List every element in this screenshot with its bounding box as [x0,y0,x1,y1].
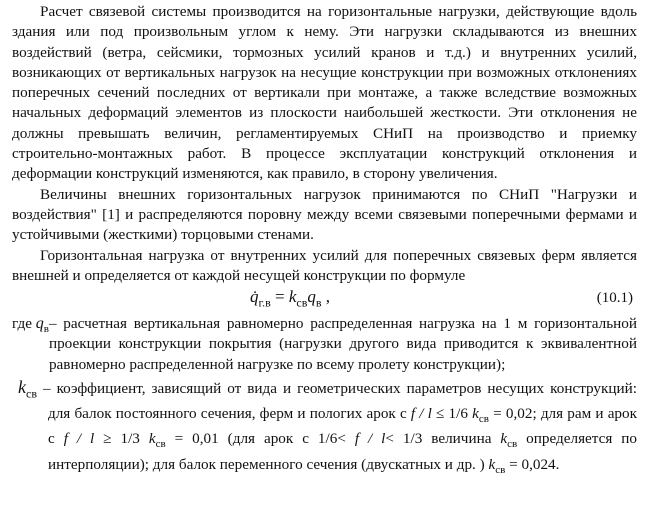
ksv-inline-subscript-1: св [478,412,489,425]
ksv-inline-subscript-3: св [507,438,518,451]
ksv-symbol: k [18,377,26,398]
formula-equals: = [270,287,289,307]
formula-lhs-subscript: г.в [258,295,271,310]
ksv-inline-subscript-2: св [155,438,166,451]
ratio-f-l-1: f / l [410,404,432,422]
ksv-inline-symbol-4: k [488,455,496,473]
paragraph-3: Горизонтальная нагрузка от внутренних усилий для поперечных связевых ферм является внешней и определяется от каждой несущей конструкции по формуле [12,246,637,284]
qv-symbol: q [35,315,44,333]
ksv-inline-subscript-4: св [495,463,506,476]
ksv-text-7: определяется по интерполяции); для балок переменного сечения (двускатных и др. ) [48,430,638,473]
ksv-inline-symbol-3: k [500,430,508,448]
formula-q-subscript: в [315,295,322,310]
formula-10-1 [12,287,637,311]
ksv-text-8: = 0,024. [505,455,560,473]
ksv-text-2: ≤ 1/6 [431,404,473,422]
definition-qv-text: – расчетная вертикальная равномерно распределенная нагрузка на 1 м горизонтальной проекции конструкции покрытия (нагрузки другого вида приводится к эквивалентной равномерно распределенной нагрузке по всему пролету конструкции); [48,315,637,373]
formula-tail: , [321,287,331,307]
ksv-text-4: ≥ 1/3 [94,430,149,448]
ksv-text-1: – коэффициент, зависящий от вида и геометрических параметров несущих конструкций: для балок постоянного сечения, ферм и пологих арок с [37,380,637,422]
formula-number: (10.1) [596,290,633,307]
definition-qv-term [12,314,49,375]
formula-lhs: q̇ [250,287,259,307]
where-label: где [12,315,36,333]
ksv-subscript: св [26,386,37,401]
paragraph-2: Величины внешних горизонтальных нагрузок принимаются по СНиП "Нагрузки и воздействия" [1] и распределяются поровну между всеми связевыми поперечными фермами и устойчивыми (жесткими) торцовыми стенами. [12,185,637,244]
formula-expression [250,287,330,313]
qv-subscript: в [43,323,49,336]
ksv-inline-symbol-2: k [148,430,156,448]
definition-ksv-text [12,377,637,480]
ksv-text-3: = 0,02; для рам и арок с [48,404,637,448]
ratio-f-l-2: f / l [63,430,95,448]
formula-k: k [288,287,297,307]
ksv-text-6: < 1/3 величина [385,430,501,448]
definition-ksv [12,377,637,480]
formula-k-subscript: св [296,295,308,310]
formula-q: q [307,287,316,307]
ksv-text-5: = 0,01 (для арок с 1/6< [165,430,355,448]
ratio-f-l-3: f / l [354,430,386,448]
paragraph-1: Расчет связевой системы производится на горизонтальные нагрузки, действующие вдоль здания или под произвольным углом к нему. Эти нагрузки складываются из внешних воздействий (ветра, сейсмики, тормозных усилий кранов и т.д.) и внутренних усилий, возникающих от вертикальных нагрузок на несущие конструкции при возможных отклонениях поперечных сечений последних от вертикали при монтаже, а также вследствие возможных начальных деформаций элементов из плоскости наибольшей жесткости. Эти отклонения не должны превышать величин, регламентируемых СНиП на производство и приемку строительно-монтажных работ. В процессе эксплуатации конструкций отклонения и деформации конструкций изменяются, как правило, в сторону увеличения. [12,3,637,183]
ksv-inline-symbol-1: k [472,404,479,422]
definition-qv [12,314,637,375]
